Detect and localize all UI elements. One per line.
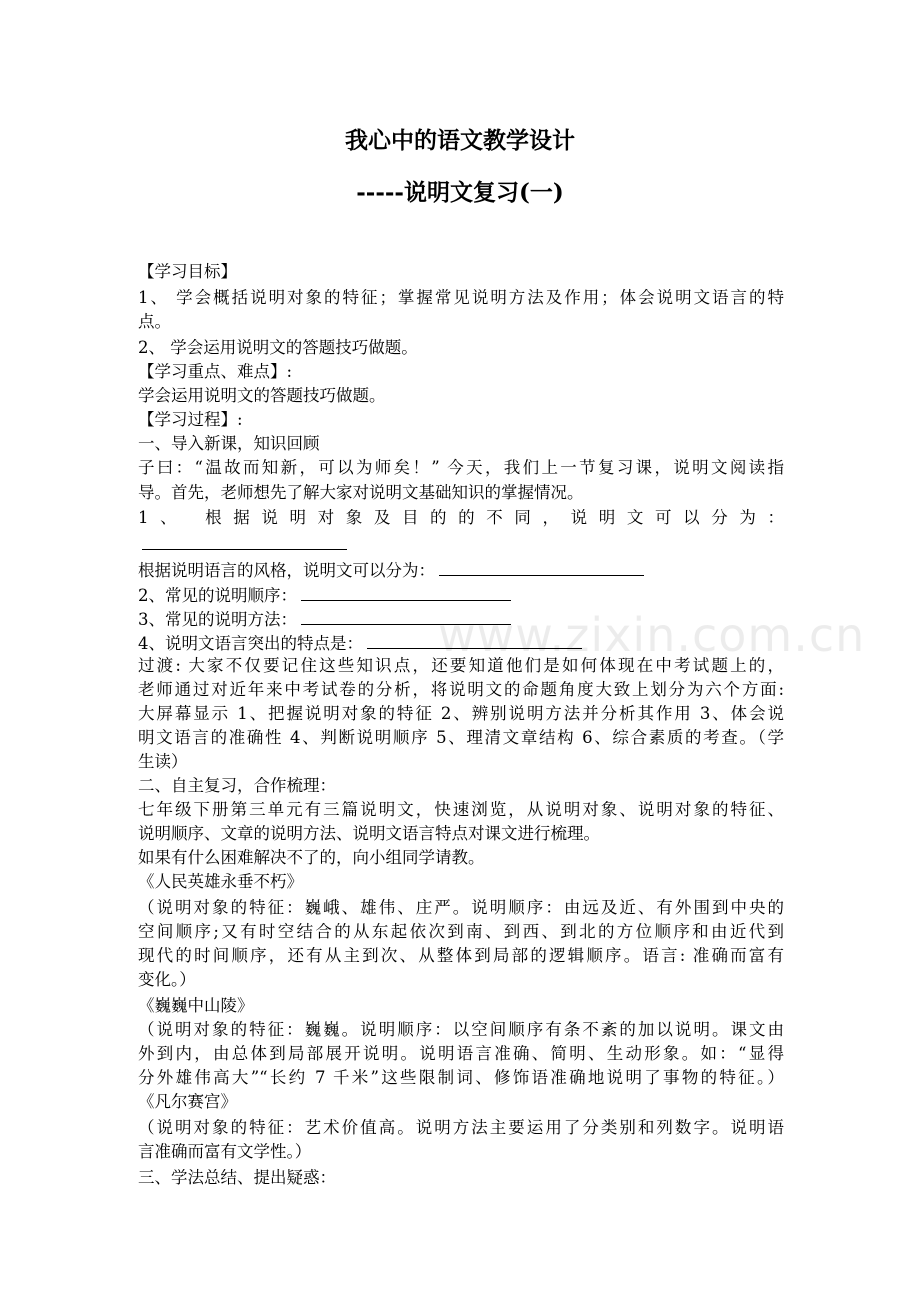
answer-blank <box>301 606 511 625</box>
document-line: 老师通过对近年来中考试卷的分析，将说明文的命题角度大致上划分为六个方面: <box>138 680 784 699</box>
answer-blank <box>142 531 347 550</box>
document-line: 变化。） <box>138 970 196 989</box>
document-line: 明文语言的准确性 4、判断说明顺序 5、理清文章结构 6、综合素质的考查。（学 <box>138 728 784 747</box>
document-line: 2、 学会运用说明文的答题技巧做题。 <box>138 338 418 357</box>
document-title: 我心中的语文教学设计 <box>345 127 575 154</box>
document-line: （说明对象的特征：艺术价值高。说明方法主要运用了分类别和列数字。说明语 <box>138 1118 784 1137</box>
document-line: 分外雄伟高大”“长约 7 千米”这些限制词、修饰语准确地说明了事物的特征。） <box>138 1068 784 1087</box>
document-line: 根据说明语言的风格，说明文可以分为： <box>138 557 644 583</box>
document-line: （说明对象的特征：巍峨、雄伟、庄严。说明顺序：由远及近、有外围到中央的 <box>138 898 784 917</box>
document-line: 一、导入新课，知识回顾 <box>138 434 320 453</box>
document-line: 如果有什么困难解决不了的，向小组同学请教。 <box>138 848 485 867</box>
document-line: 《人民英雄永垂不朽》 <box>138 872 303 891</box>
document-line: 三、学法总结、提出疑惑： <box>138 1168 336 1187</box>
document-line: 导。首先，老师想先了解大家对说明文基础知识的掌握情况。 <box>138 483 584 502</box>
document-line: 点。 <box>138 312 171 331</box>
document-line: 空间顺序;又有时空结合的从东起依次到南、到西、到北的方位顺序和由近代到 <box>138 922 784 941</box>
document-line: 1、 学会概括说明对象的特征；掌握常见说明方法及作用；体会说明文语言的特 <box>138 288 784 307</box>
document-line: 外到内，由总体到局部展开说明。说明语言准确、简明、生动形象。如：“显得 <box>138 1044 784 1063</box>
document-line: 1、 根据说明对象及目的的不同，说明文可以分为： <box>138 508 784 527</box>
document-line: 【学习过程】: <box>138 410 243 429</box>
document-line: 《凡尔赛宫》 <box>138 1092 237 1111</box>
document-line: 大屏幕显示 1、把握说明对象的特征 2、辨别说明方法并分析其作用 3、体会说 <box>138 704 784 723</box>
document-line: （说明对象的特征：巍巍。说明顺序：以空间顺序有条不紊的加以说明。课文由 <box>138 1020 784 1039</box>
document-line: 生读） <box>138 752 188 771</box>
document-line: 学会运用说明文的答题技巧做题。 <box>138 386 386 405</box>
document-line <box>138 531 347 557</box>
answer-blank <box>439 557 644 576</box>
document-line: 子曰：“温故而知新，可以为师矣！” 今天，我们上一节复习课，说明文阅读指 <box>138 458 784 477</box>
document-line: 《巍巍中山陵》 <box>138 996 254 1015</box>
answer-blank <box>367 630 582 649</box>
answer-blank <box>301 582 511 601</box>
document-line: 过渡: 大家不仅要记住这些知识点，还要知道他们是如何体现在中考试题上的， <box>138 656 784 675</box>
document-line: 说明顺序、文章的说明方法、说明文语言特点对课文进行梳理。 <box>138 824 600 843</box>
document-subtitle: -----说明文复习(一) <box>356 179 564 206</box>
watermark: www.zixin.com.cn <box>438 608 866 662</box>
document-line: 2、常见的说明顺序： <box>138 582 511 608</box>
document-line: 3、常见的说明方法： <box>138 606 511 632</box>
document-line: 言准确而富有文学性。） <box>138 1142 312 1161</box>
document-line: 4、说明文语言突出的特点是： <box>138 630 582 656</box>
document-line: 七年级下册第三单元有三篇说明文，快速浏览，从说明对象、说明对象的特征、 <box>138 800 784 819</box>
document-line: 【学习目标】 <box>138 262 237 281</box>
document-line: 【学习重点、难点】: <box>138 362 293 381</box>
document-line: 二、自主复习，合作梳理： <box>138 776 336 795</box>
document-line: 现代的时间顺序，还有从主到次、从整体到局部的逻辑顺序。语言: 准确而富有 <box>138 946 784 965</box>
